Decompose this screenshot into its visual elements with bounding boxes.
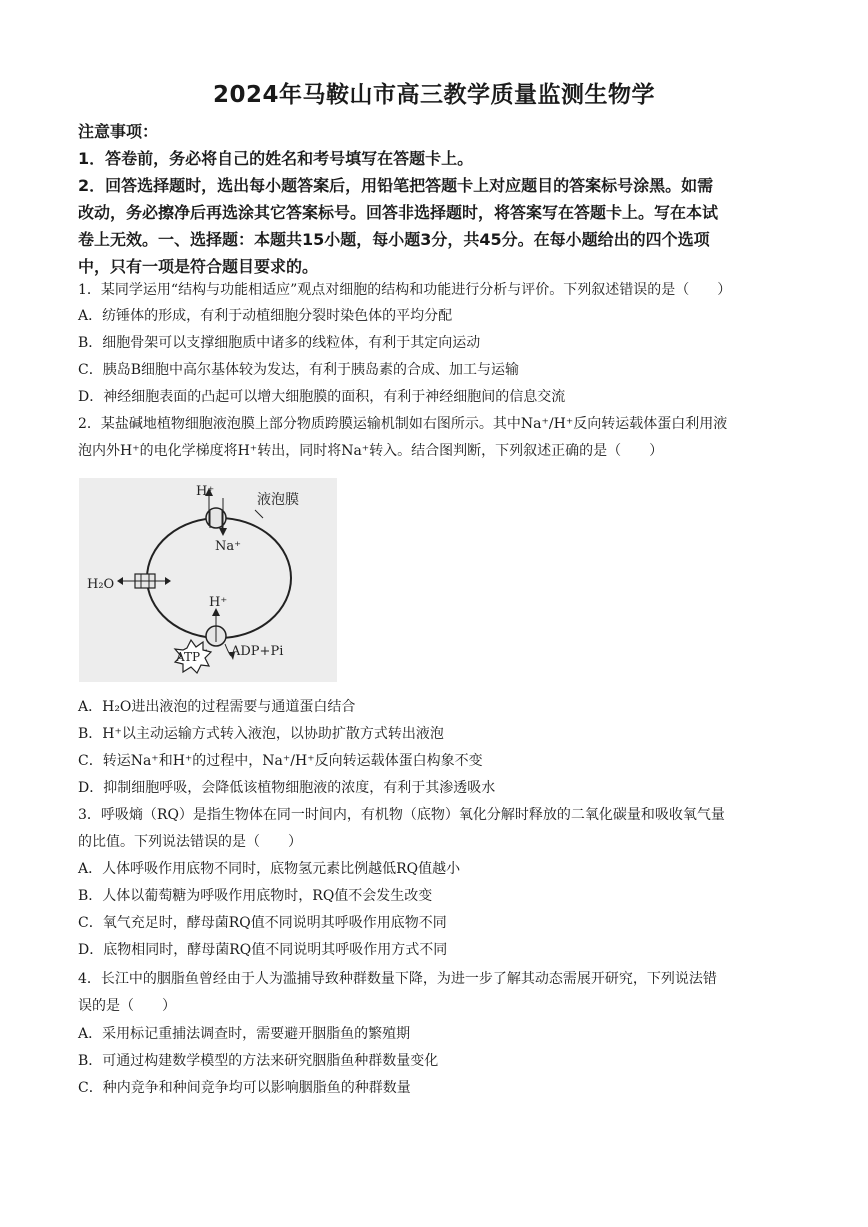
- water-label: H₂O: [87, 577, 115, 592]
- question-3-stem-line-2: 的比值。下列说法错误的是（ ）: [78, 834, 302, 850]
- question-4-option-a: A．采用标记重捕法调查时，需要避开胭脂鱼的繁殖期: [78, 1026, 411, 1042]
- question-2-option-a: A．H₂O进出液泡的过程需要与通道蛋白结合: [78, 699, 356, 715]
- vacuole-membrane-figure: [79, 478, 337, 682]
- water-arrowhead-left: [117, 577, 123, 585]
- question-4-stem-line-1: 4．长江中的胭脂鱼曾经由于人为滥捕导致种群数量下降，为进一步了解其动态需展开研究，下列说法错: [78, 971, 717, 987]
- bottom-h-label: H⁺: [209, 595, 228, 610]
- question-3-stem-line-1: 3．呼吸熵（RQ）是指生物体在同一时间内，有机物（底物）氧化分解时释放的二氧化碳量和吸收氧气量: [78, 807, 725, 823]
- question-2-option-c: C．转运Na⁺和H⁺的过程中，Na⁺/H⁺反向转运载体蛋白构象不变: [78, 753, 483, 769]
- notice-heading: 注意事项：: [78, 122, 159, 141]
- top-h-label: H⁺: [196, 484, 215, 499]
- notice-item-2-line-3: 卷上无效。一、选择题：本题共15小题，每小题3分，共45分。在每小题给出的四个选项: [78, 230, 710, 249]
- question-4-option-b: B．可通过构建数学模型的方法来研究胭脂鱼种群数量变化: [78, 1053, 439, 1069]
- question-1-option-d: D．神经细胞表面的凸起可以增大细胞膜的面积，有利于神经细胞间的信息交流: [78, 389, 566, 405]
- notice-item-1: 1．答卷前，务必将自己的姓名和考号填写在答题卡上。: [78, 149, 474, 168]
- adp-label: ADP+Pi: [231, 644, 284, 659]
- question-1-option-a: A．纺锤体的形成，有利于动植细胞分裂时染色体的平均分配: [78, 308, 453, 324]
- question-1-option-b: B．细胞骨架可以支撑细胞质中诸多的线粒体，有利于其定向运动: [78, 335, 481, 351]
- membrane-label: 液泡膜: [257, 492, 299, 508]
- na-in-arrowhead: [219, 528, 227, 536]
- question-2-stem-line-2: 泡内外H⁺的电化学梯度将H⁺转出，同时将Na⁺转入。结合图判断，下列叙述正确的是（ ）: [78, 443, 664, 459]
- question-4-option-c: C．种内竞争和种间竞争均可以影响胭脂鱼的种群数量: [78, 1080, 411, 1096]
- membrane-label-pointer: [255, 510, 263, 518]
- question-1-option-c: C．胰岛B细胞中高尔基体较为发达，有利于胰岛素的合成、加工与运输: [78, 362, 519, 378]
- top-na-label: Na⁺: [215, 539, 241, 554]
- question-2-stem-line-1: 2．某盐碱地植物细胞液泡膜上部分物质跨膜运输机制如右图所示。其中Na⁺/H⁺反向转运载体蛋白利用液: [78, 416, 728, 432]
- question-4-stem-line-2: 误的是（ ）: [78, 998, 176, 1014]
- question-3-option-d: D．底物相同时，酵母菌RQ值不同说明其呼吸作用方式不同: [78, 942, 448, 958]
- vacuole-membrane-outline: [147, 518, 291, 638]
- notice-item-2-line-4: 中，只有一项是符合题目要求的。: [78, 257, 319, 276]
- atp-label: ATP: [176, 650, 201, 664]
- question-1-stem: 1．某同学运用“结构与功能相适应”观点对细胞的结构和功能进行分析与评价。下列叙述错误的是（ ）: [78, 282, 732, 298]
- question-3-option-c: C．氧气充足时，酵母菌RQ值不同说明其呼吸作用底物不同: [78, 915, 447, 931]
- page-title: 2024年马鞍山市高三教学质量监测生物学: [212, 82, 655, 108]
- question-3-option-b: B．人体以葡萄糖为呼吸作用底物时，RQ值不会发生改变: [78, 888, 433, 904]
- question-3-option-a: A．人体呼吸作用底物不同时，底物氢元素比例越低RQ值越小: [78, 861, 461, 877]
- vacuole-diagram: [79, 478, 337, 682]
- question-2-option-b: B．H⁺以主动运输方式转入液泡，以协助扩散方式转出液泡: [78, 726, 444, 742]
- water-arrowhead-right: [165, 577, 171, 585]
- notice-item-2-line-1: 2．回答选择题时，选出每小题答案后，用铅笔把答题卡上对应题目的答案标号涂黑。如需: [78, 176, 714, 195]
- question-2-option-d: D．抑制细胞呼吸，会降低该植物细胞液的浓度，有利于其渗透吸水: [78, 780, 496, 796]
- notice-item-2-line-2: 改动，务必擦净后再选涂其它答案标号。回答非选择题时，将答案写在答题卡上。写在本试: [78, 203, 719, 222]
